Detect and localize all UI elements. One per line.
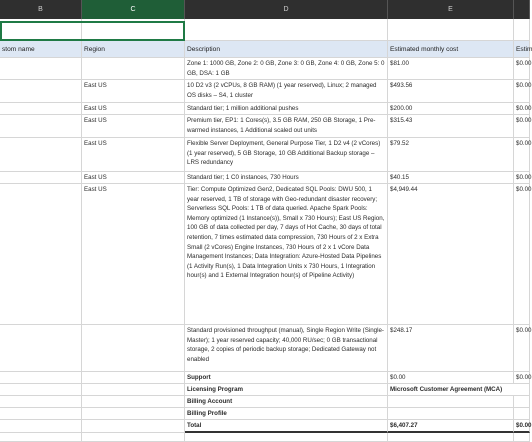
cell[interactable]: [0, 115, 82, 138]
description-cell[interactable]: Standard provisioned throughput (manual), Single Region Write (Single-Master); 1 year reserved capacity; 40,000 RU/sec; 0 GB transactional storage, 2 copies of periodic backup storage; Dedicated Gateway not enabled: [185, 325, 388, 372]
description-cell[interactable]: Tier: Compute Optimized Gen2, Dedicated SQL Pools: DWU 500, 1 year reserved, 1 TB of storage with Geo-redundant disaster recovery; Serverless SQL Pools: 1 TB of data queried. Apache Spark Pools: Memory optimized (1 Instance(s)), Small x 730 Hours); East US Region, 100 GB of data collected per day, 7 days of Hot Cache, 30 days of total retention, 7 times estimated data compression, 730 Hours of 2 x Extra Small (2 vCores) Engine Instances, 730 Hours of 2 x 1 vCore Data Management Instances; Data Integration: Azure-Hosted Data Pipelines (1 Activity Run(s), 1 Data Integration Units x 730 Hours, 1 Integration hour(s) and 1 External Integration hour(s) of Pipeline Activity): [185, 184, 388, 325]
cell[interactable]: [0, 384, 82, 396]
cell[interactable]: [0, 325, 82, 372]
table-row: [0, 184, 530, 325]
cell[interactable]: [82, 420, 185, 433]
cell[interactable]: [0, 396, 82, 408]
header-region[interactable]: Region: [82, 41, 185, 58]
column-header-d[interactable]: D: [185, 0, 388, 19]
blank-row: [0, 433, 530, 442]
header-monthly-cost[interactable]: Estimated monthly cost: [388, 41, 514, 58]
cost-cell[interactable]: $315.43: [388, 115, 514, 138]
region-cell[interactable]: East US: [82, 138, 185, 172]
cell[interactable]: [0, 433, 82, 442]
cell[interactable]: [185, 433, 388, 442]
cost-cell[interactable]: $79.52: [388, 138, 514, 172]
description-cell[interactable]: Flexible Server Deployment, General Purpose Tier, 1 D2 v4 (2 vCores) (1 year reserved), 5 GB Storage, 10 GB Additional Backup storage – LRS redundancy: [185, 138, 388, 172]
cost-cell[interactable]: $40.15: [388, 172, 514, 184]
column-header-c[interactable]: C: [82, 0, 185, 19]
description-cell[interactable]: Zone 1: 1000 GB, Zone 2: 0 GB, Zone 3: 0 GB, Zone 4: 0 GB, Zone 5: 0 GB, DSA: 1 GB: [185, 58, 388, 80]
extra-cost-cell[interactable]: $0.00: [514, 58, 530, 80]
cell[interactable]: [0, 80, 82, 103]
cell[interactable]: [0, 420, 82, 433]
total-value[interactable]: $6,407.27: [388, 420, 514, 433]
table-row: [0, 115, 530, 138]
cost-cell[interactable]: $81.00: [388, 58, 514, 80]
table-row: [0, 103, 530, 115]
summary-label[interactable]: Billing Account: [185, 396, 388, 408]
description-cell[interactable]: Premium tier, EP1: 1 Cores(s), 3.5 GB RAM, 250 GB Storage, 1 Pre-warmed instances, 1 Additional scaled out units: [185, 115, 388, 138]
summary-extra[interactable]: [514, 408, 530, 420]
cell[interactable]: [82, 433, 185, 442]
cell[interactable]: [514, 433, 530, 442]
summary-extra[interactable]: [514, 396, 530, 408]
summary-extra[interactable]: $0.00: [514, 372, 530, 384]
cell[interactable]: [0, 138, 82, 172]
region-cell[interactable]: East US: [82, 184, 185, 325]
region-cell[interactable]: East US: [82, 115, 185, 138]
cell[interactable]: [0, 103, 82, 115]
cell[interactable]: [82, 408, 185, 420]
extra-cost-cell[interactable]: $0.00: [514, 80, 530, 103]
description-cell[interactable]: Standard tier; 1 million additional pushes: [185, 103, 388, 115]
cost-cell[interactable]: $200.00: [388, 103, 514, 115]
cost-cell[interactable]: $4,949.44: [388, 184, 514, 325]
description-cell[interactable]: Standard tier; 1 C0 instances, 730 Hours: [185, 172, 388, 184]
summary-value[interactable]: [388, 408, 514, 420]
region-cell[interactable]: East US: [82, 172, 185, 184]
summary-value[interactable]: $0.00: [388, 372, 514, 384]
summary-row-licensing: [0, 384, 530, 396]
summary-label[interactable]: Support: [185, 372, 388, 384]
summary-row-billing-profile: [0, 408, 530, 420]
summary-label[interactable]: Licensing Program: [185, 384, 388, 396]
cell[interactable]: [388, 433, 514, 442]
table-header-row: [0, 41, 530, 58]
column-header-bar: [0, 0, 530, 19]
cell[interactable]: [82, 384, 185, 396]
extra-cost-cell[interactable]: $0.00: [514, 115, 530, 138]
header-description[interactable]: Description: [185, 41, 388, 58]
cell[interactable]: [185, 19, 388, 41]
table-row: [0, 172, 530, 184]
cost-cell[interactable]: $493.56: [388, 80, 514, 103]
table-row: [0, 58, 530, 80]
cell[interactable]: [82, 396, 185, 408]
summary-row-total: [0, 420, 530, 433]
cell[interactable]: [388, 19, 514, 41]
description-cell[interactable]: 10 D2 v3 (2 vCPUs, 8 GB RAM) (1 year reserved), Linux; 2 managed OS disks – S4, 1 cluster: [185, 80, 388, 103]
summary-extra[interactable]: $0.00: [514, 420, 530, 433]
extra-cost-cell[interactable]: $0.00: [514, 103, 530, 115]
region-cell[interactable]: [82, 58, 185, 80]
summary-label[interactable]: Billing Profile: [185, 408, 388, 420]
cell[interactable]: [0, 172, 82, 184]
cell[interactable]: [0, 58, 82, 80]
cell[interactable]: [0, 184, 82, 325]
cell[interactable]: [82, 372, 185, 384]
spreadsheet-grid: [0, 19, 530, 442]
selected-cell-indicator: [0, 21, 185, 41]
summary-label[interactable]: Total: [185, 420, 388, 433]
region-cell[interactable]: East US: [82, 103, 185, 115]
cell[interactable]: [514, 19, 530, 41]
cell[interactable]: [0, 408, 82, 420]
region-cell[interactable]: [82, 325, 185, 372]
column-header-f[interactable]: [514, 0, 530, 19]
summary-row-support: [0, 372, 530, 384]
header-estimated-upfront[interactable]: Estim: [514, 41, 530, 58]
summary-value[interactable]: [388, 396, 514, 408]
extra-cost-cell[interactable]: $0.00: [514, 325, 530, 372]
summary-value[interactable]: Microsoft Customer Agreement (MCA): [388, 384, 530, 396]
table-row: [0, 80, 530, 103]
column-header-b[interactable]: B: [0, 0, 82, 19]
table-row: [0, 325, 530, 372]
cost-cell[interactable]: $248.17: [388, 325, 514, 372]
extra-cost-cell[interactable]: $0.00: [514, 172, 530, 184]
header-customer-name[interactable]: stom name: [0, 41, 82, 58]
region-cell[interactable]: East US: [82, 80, 185, 103]
table-row: [0, 138, 530, 172]
extra-cost-cell[interactable]: $0.00: [514, 138, 530, 172]
cell[interactable]: [0, 372, 82, 384]
extra-cost-cell[interactable]: $0.00: [514, 184, 530, 325]
summary-row-billing-account: [0, 396, 530, 408]
column-header-e[interactable]: E: [388, 0, 514, 19]
